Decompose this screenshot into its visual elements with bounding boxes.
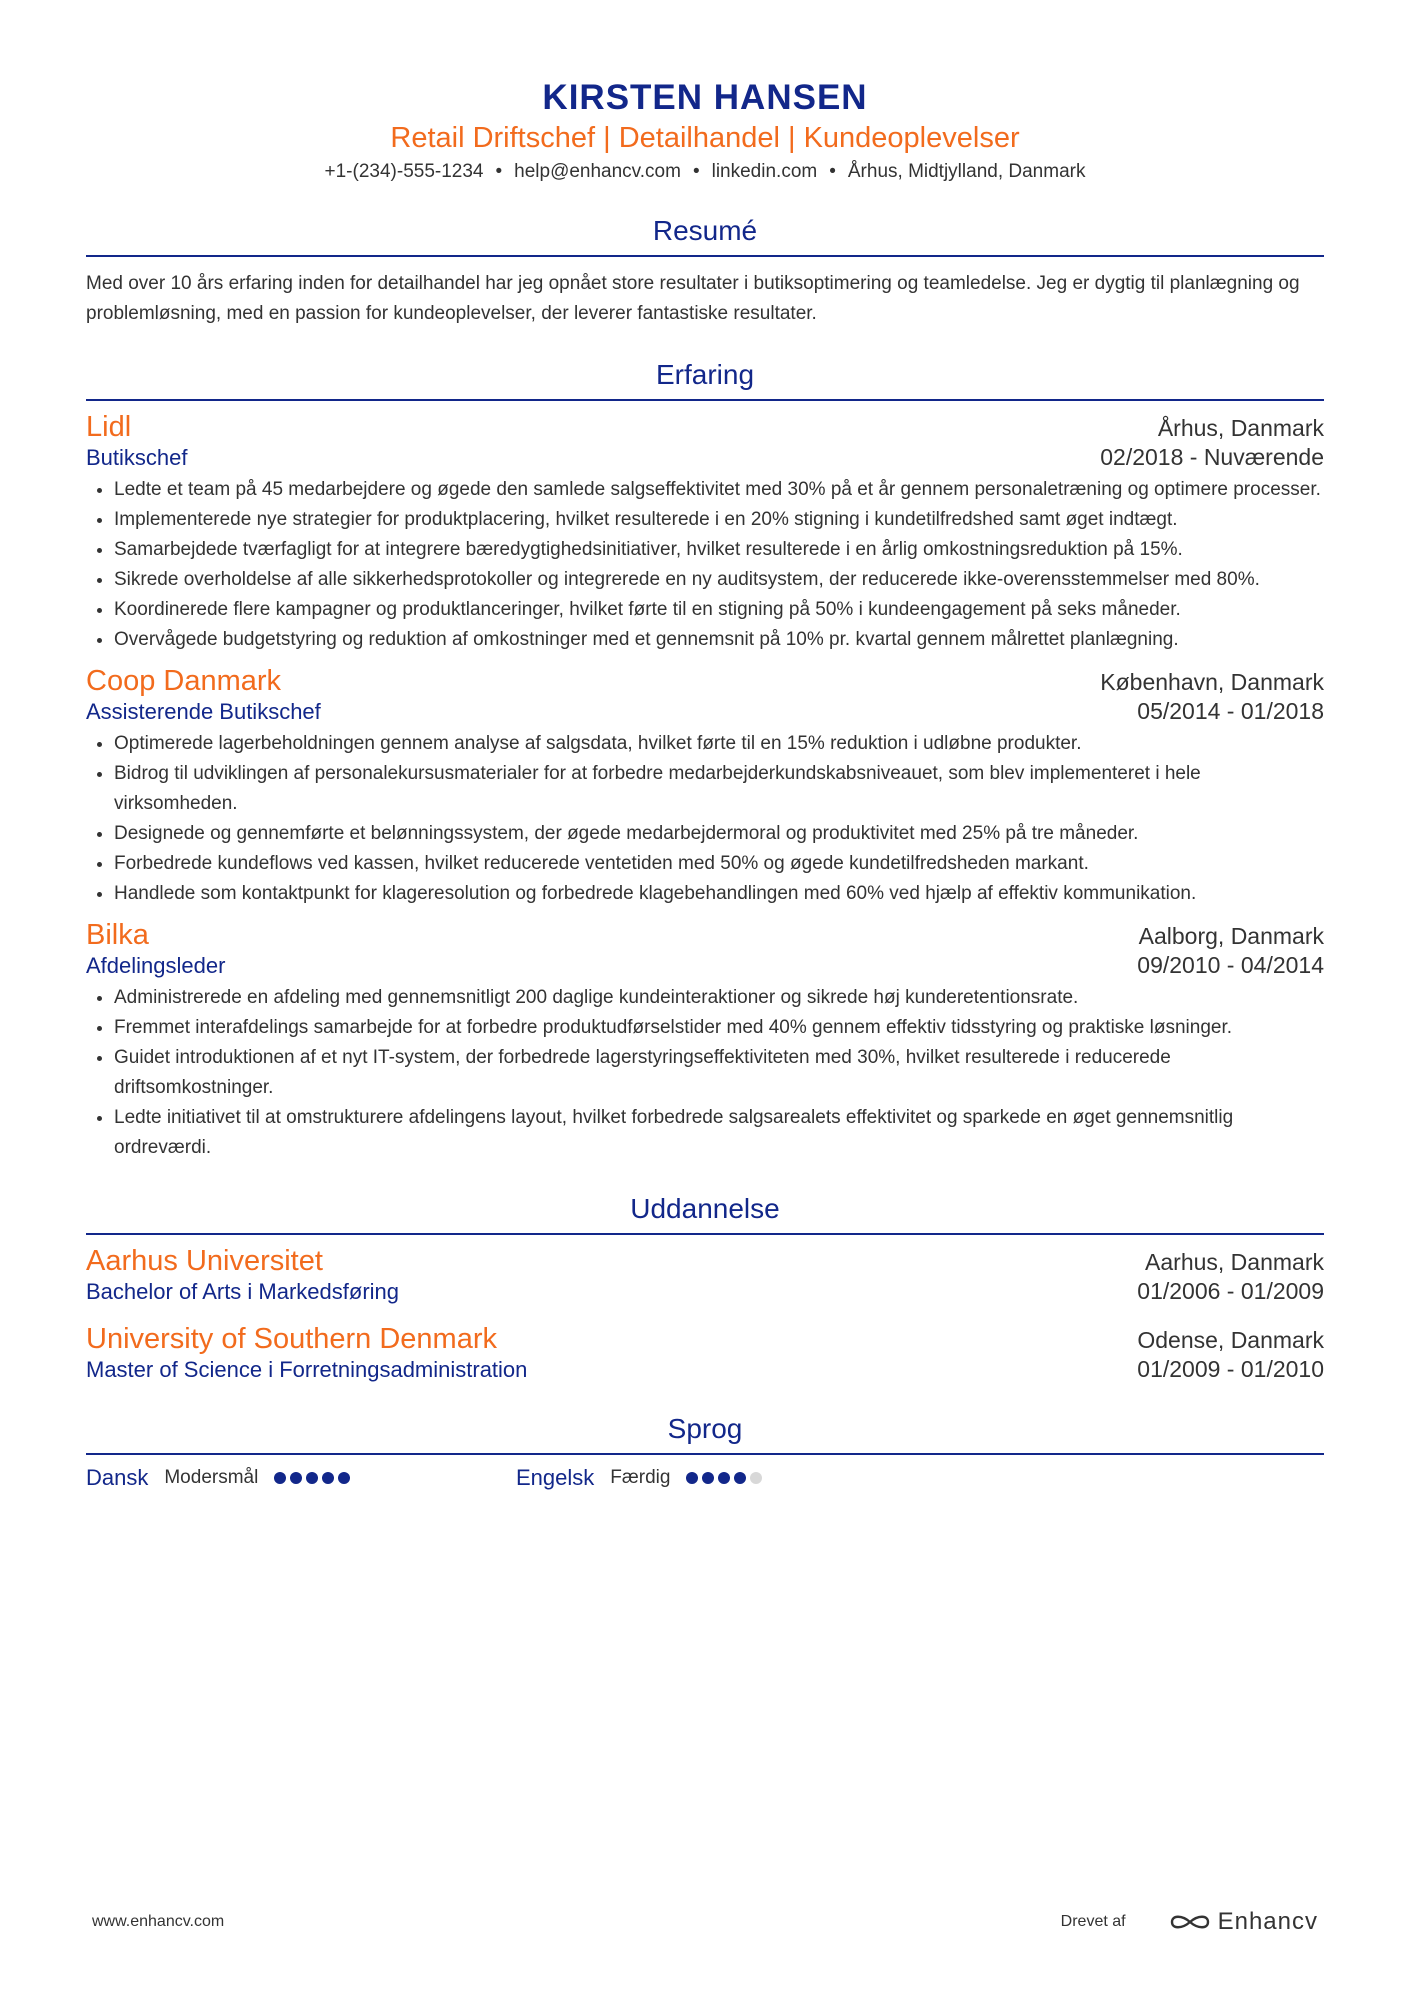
language-item bbox=[86, 1465, 516, 1491]
bullet-item: • Handlede som kontaktpunkt for klageresolution og forbedrede klagebehandlingen med 60% ved hjælp af effektiv kommunikation. bbox=[114, 879, 1324, 909]
degree: Bachelor of Arts i Markedsføring bbox=[86, 1279, 400, 1304]
languages-row bbox=[86, 1465, 1324, 1491]
language-name: Dansk bbox=[86, 1465, 149, 1490]
job-entry bbox=[86, 919, 1324, 1163]
experience-section bbox=[86, 359, 1324, 1163]
languages-section bbox=[86, 1413, 1324, 1491]
bullet-item: • Designede og gennemførte et belønningssystem, der øgede medarbejdermoral og produktivitet med 25% på tre måneder. bbox=[114, 819, 1324, 849]
rating-dot-empty bbox=[750, 1472, 762, 1484]
school-location: Aarhus, Danmark bbox=[1145, 1249, 1324, 1275]
rating-dot-filled bbox=[718, 1472, 730, 1484]
school-name: University of Southern Denmark bbox=[86, 1323, 497, 1355]
summary-text: Med over 10 års erfaring inden for detailhandel har jeg opnået store resultater i butiksoptimering og teamledelse. Jeg er dygtig til planlægning og problemløsning, med en passion for kundeoplevelser, der leverer fantastiske resultater. bbox=[86, 273, 1300, 324]
summary-title: Resumé bbox=[86, 215, 1324, 257]
bullet-item: • Ledte et team på 45 medarbejdere og øgede den samlede salgseffektivitet med 30% på et år gennem personaletræning og optimere processer. bbox=[114, 475, 1324, 505]
footer bbox=[92, 1908, 1318, 1936]
bullet-item: • Optimerede lagerbeholdningen gennem analyse af salgsdata, hvilket førte til en 15% reduktion i udløbne produkter. bbox=[114, 729, 1324, 759]
job-bullets bbox=[86, 983, 1324, 1163]
education-entry bbox=[86, 1323, 1324, 1383]
bullet-item: • Overvågede budgetstyring og reduktion af omkostninger med et gennemsnit på 10% pr. kvartal gennem målrettet planlægning. bbox=[114, 625, 1324, 655]
candidate-name: KIRSTEN HANSEN bbox=[542, 78, 868, 117]
job-dates: 09/2010 - 04/2014 bbox=[1137, 952, 1324, 978]
company-name: Coop Danmark bbox=[86, 665, 282, 697]
education-dates: 01/2006 - 01/2009 bbox=[1137, 1278, 1324, 1304]
bullet-item: • Sikrede overholdelse af alle sikkerhedsprotokoller og integrerede en ny auditsystem, der reducerede ikke-overensstemmelser med 80%. bbox=[114, 565, 1324, 595]
brand-name: Enhancv bbox=[1217, 1908, 1318, 1935]
language-level: Modersmål bbox=[164, 1467, 259, 1488]
job-entry bbox=[86, 665, 1324, 909]
bullet-item: • Forbedrede kundeflows ved kassen, hvilket reducerede ventetiden med 50% og øgede kundetilfredsheden markant. bbox=[114, 849, 1324, 879]
language-rating bbox=[274, 1472, 354, 1484]
education-entry bbox=[86, 1245, 1324, 1305]
job-location: København, Danmark bbox=[1100, 669, 1324, 695]
footer-branding bbox=[1061, 1908, 1318, 1936]
job-bullets bbox=[86, 475, 1324, 655]
school-location: Odense, Danmark bbox=[1137, 1327, 1324, 1353]
location: Århus, Midtjylland, Danmark bbox=[847, 161, 1086, 182]
rating-dot-filled bbox=[702, 1472, 714, 1484]
enhancv-logo[interactable] bbox=[1168, 1908, 1318, 1936]
powered-by-label: Drevet af bbox=[1060, 1913, 1126, 1930]
education-dates: 01/2009 - 01/2010 bbox=[1137, 1356, 1324, 1382]
bullet-item: • Guidet introduktionen af et nyt IT-system, der forbedrede lagerstyringseffektiviteten med 30%, hvilket resulterede i reducerede driftsomkostninger. bbox=[114, 1043, 1324, 1103]
linkedin[interactable]: linkedin.com bbox=[711, 161, 818, 182]
phone: +1-(234)-555-1234 bbox=[324, 161, 484, 182]
school-name: Aarhus Universitet bbox=[86, 1245, 323, 1277]
rating-dot-filled bbox=[338, 1472, 350, 1484]
language-rating bbox=[686, 1472, 766, 1484]
company-name: Bilka bbox=[86, 919, 149, 951]
contact-line bbox=[86, 161, 1324, 183]
job-role: Afdelingsleder bbox=[86, 953, 226, 978]
enhancv-logo-icon bbox=[1168, 1911, 1212, 1933]
education-section bbox=[86, 1193, 1324, 1383]
rating-dot-filled bbox=[306, 1472, 318, 1484]
separator: • bbox=[829, 161, 836, 182]
bullet-item: • Implementerede nye strategier for produktplacering, hvilket resulterede i en 20% stigning i kundetilfredshed samt øget indtægt. bbox=[114, 505, 1324, 535]
bullet-item: • Fremmet interafdelings samarbejde for at forbedre produktudførselstider med 40% gennem effektiv tidsstyring og praktiske løsninger. bbox=[114, 1013, 1324, 1043]
job-location: Aalborg, Danmark bbox=[1138, 923, 1324, 949]
rating-dot-filled bbox=[734, 1472, 746, 1484]
job-bullets bbox=[86, 729, 1324, 909]
job-role: Assisterende Butikschef bbox=[86, 699, 321, 724]
rating-dot-filled bbox=[290, 1472, 302, 1484]
languages-title: Sprog bbox=[86, 1413, 1324, 1455]
candidate-tagline: Retail Driftschef | Detailhandel | Kundeoplevelser bbox=[390, 122, 1020, 154]
bullet-item: • Ledte initiativet til at omstrukturere afdelingens layout, hvilket forbedrede salgsarealets effektivitet og sparkede en øget gennemsnitlig ordreværdi. bbox=[114, 1103, 1324, 1163]
resume-page bbox=[86, 0, 1324, 1995]
education-title: Uddannelse bbox=[86, 1193, 1324, 1235]
separator: • bbox=[495, 161, 503, 182]
summary-section bbox=[86, 215, 1324, 329]
company-name: Lidl bbox=[86, 411, 132, 443]
separator: • bbox=[692, 161, 700, 182]
job-dates: 02/2018 - Nuværende bbox=[1100, 444, 1324, 470]
language-name: Engelsk bbox=[516, 1465, 595, 1490]
bullet-item: • Koordinerede flere kampagner og produktlanceringer, hvilket førte til en stigning på 50% i kundeengagement på seks måneder. bbox=[114, 595, 1324, 625]
degree: Master of Science i Forretningsadministration bbox=[86, 1357, 528, 1382]
email[interactable]: help@enhancv.com bbox=[514, 161, 681, 182]
job-dates: 05/2014 - 01/2018 bbox=[1137, 698, 1324, 724]
job-role: Butikschef bbox=[86, 445, 188, 470]
job-entry bbox=[86, 411, 1324, 655]
footer-url[interactable]: www.enhancv.com bbox=[92, 1913, 225, 1930]
bullet-item: • Bidrog til udviklingen af personalekursusmaterialer for at forbedre medarbejderkundskabsniveauet, som blev implementeret i hele virksomheden. bbox=[114, 759, 1324, 819]
rating-dot-filled bbox=[322, 1472, 334, 1484]
rating-dot-filled bbox=[686, 1472, 698, 1484]
rating-dot-filled bbox=[274, 1472, 286, 1484]
experience-title: Erfaring bbox=[86, 359, 1324, 401]
bullet-item: • Administrerede en afdeling med gennemsnitligt 200 daglige kundeinteraktioner og sikrede høj kunderetentionsrate. bbox=[114, 983, 1324, 1013]
language-level: Færdig bbox=[610, 1467, 671, 1488]
job-location: Århus, Danmark bbox=[1157, 415, 1324, 441]
bullet-item: • Samarbejdede tværfagligt for at integrere bæredygtighedsinitiativer, hvilket resulterede i en årlig omkostningsreduktion på 15%. bbox=[114, 535, 1324, 565]
language-item bbox=[516, 1465, 766, 1491]
